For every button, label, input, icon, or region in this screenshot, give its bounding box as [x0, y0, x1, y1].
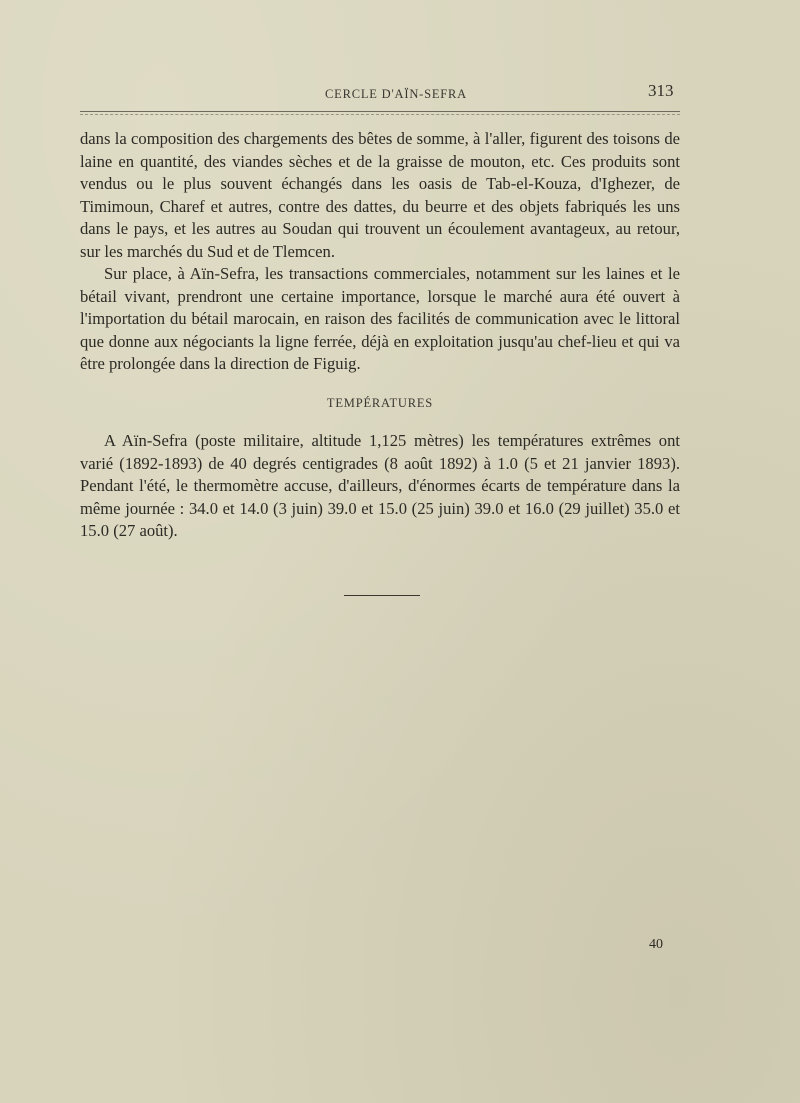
section-title-temperatures: TEMPÉRATURES	[326, 395, 434, 410]
paragraph-commerce-continued: dans la composition des chargements des bêtes de somme, à l'aller, figurent des toisons de laine en quantité, des viandes sèches et de la graisse de mouton, etc. Ces produits sont vendus ou le plus souvent échangés dans les oasis de Tab-el-Kouza, d'Ighezer, de Timimoun, Charef et autres, contre des dattes, du beurre et des objets fabriqués les uns dans le pays, et les autres au Soudan qui trouvent un écoulement avantageux, au retour, sur les marchés du Sud et de Tlemcen.	[80, 129, 680, 261]
closing-rule	[344, 595, 420, 596]
body-text	[80, 128, 680, 543]
header-rule	[80, 111, 680, 112]
paragraph-temperatures: A Aïn-Sefra (poste militaire, altitude 1,125 mètres) les températures extrêmes ont varié (1892-1893) de 40 degrés centigrades (8 août 1892) à 1.0 (5 et 21 janvier 1893). Pendant l'été, le thermomètre accuse, d'ailleurs, d'énormes écarts de température dans la même journée : 34.0 et 14.0 (3 juin) 39.0 et 15.0 (25 juin) 39.0 et 16.0 (29 juillet) 35.0 et 15.0 (27 août).	[80, 431, 680, 540]
running-title: CERCLE D'AÏN-SEFRA	[325, 87, 468, 101]
page-number: 313	[648, 81, 674, 100]
header-rule-secondary	[80, 114, 680, 115]
paragraph-local-trade: Sur place, à Aïn-Sefra, les transactions commerciales, notamment sur les laines et le bétail vivant, prendront une certaine importance, lorsque le marché aura été ouvert à l'importation du bétail marocain, en raison des facilités de communication avec le littoral que donne aux négociants la ligne ferrée, déjà en exploitation jusqu'au chef-lieu et qui va être prolongée dans la direction de Figuig.	[80, 264, 680, 373]
signature-mark: 40	[649, 937, 663, 952]
